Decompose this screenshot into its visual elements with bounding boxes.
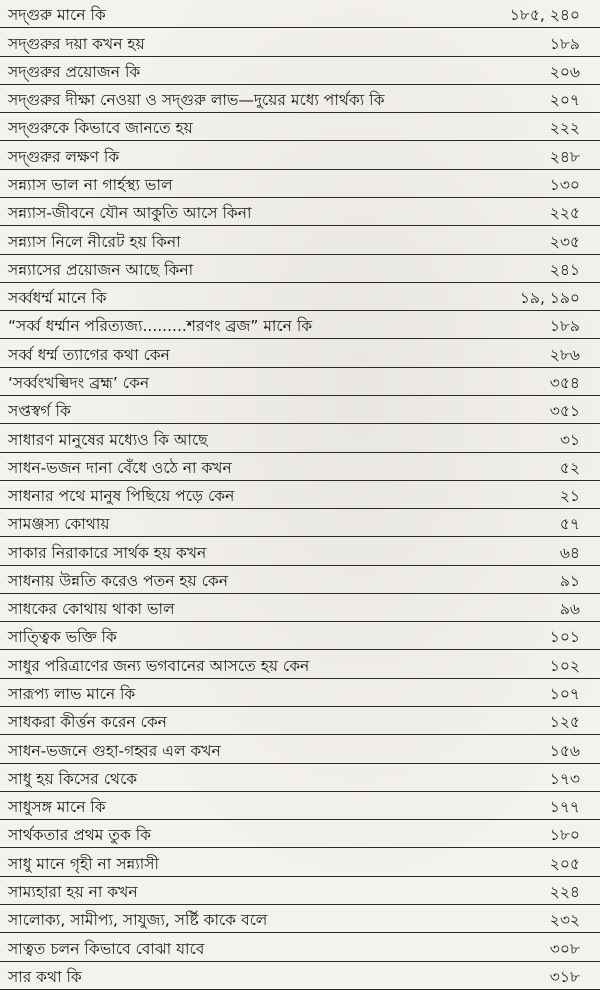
entry-page-numbers: ২৮৬ (549, 345, 580, 364)
index-entry (0, 622, 600, 650)
index-entry (0, 679, 600, 707)
entry-page-numbers: ৬৪ (559, 543, 580, 562)
entry-topic: সাধুসঙ্গ মানে কি (8, 798, 106, 817)
entry-page-numbers: ২৪৮ (549, 147, 580, 166)
entry-topic: সামঞ্জস্য কোথায় (8, 515, 110, 534)
entry-page-numbers: ৩৫১ (549, 402, 580, 421)
entry-topic: সাত্বত চলন কিভাবে বোঝা যাবে (8, 939, 205, 958)
entry-page-numbers: ১০৭ (549, 685, 580, 704)
entry-topic: সদ্‌গুরুর লক্ষণ কি (8, 147, 120, 166)
entry-page-numbers: ৫৭ (559, 515, 580, 534)
entry-page-numbers: ১৭৩ (549, 769, 580, 788)
index-entry (0, 396, 600, 424)
entry-page-numbers: ২০৫ (549, 854, 580, 873)
index-entry (0, 255, 600, 283)
entry-page-numbers: ১৮৯ (549, 317, 580, 336)
index-entry (0, 735, 600, 763)
entry-topic: সন্ন্যাস নিলে নীরেট হয় কিনা (8, 232, 181, 251)
index-entry (0, 481, 600, 509)
entry-page-numbers: ৩০৮ (549, 939, 580, 958)
entry-topic: সাধু হয় কিসের থেকে (8, 769, 138, 788)
entry-topic: সারূপ্য লাভ মানে কি (8, 685, 136, 704)
index-entry (0, 566, 600, 594)
entry-page-numbers: ৩৫৪ (549, 373, 580, 392)
index-entry (0, 198, 600, 226)
index-entry (0, 707, 600, 735)
index-entry (0, 650, 600, 678)
entry-topic: সাধুর পরিত্রাণের জন্য ভগবানের আসতে হয় কেন (8, 656, 310, 675)
index-entry (0, 905, 600, 933)
entry-page-numbers: ১৮৯ (549, 34, 580, 53)
index-entry (0, 57, 600, 85)
entry-page-numbers: ২৪১ (549, 260, 580, 279)
entry-topic: “সর্ব্ব ধর্ম্মান পরিত্যজ্য.........শরণং ব্রজ” মানে কি (8, 317, 313, 336)
entry-topic: সাকার নিরাকারে সার্থক হয় কখন (8, 543, 207, 562)
entry-page-numbers: ১৯, ১৯০ (519, 289, 580, 308)
entry-topic: সাধনার পথে মানুষ পিছিয়ে পড়ে কেন (8, 487, 235, 506)
entry-page-numbers: ৫২ (559, 458, 580, 477)
index-entry (0, 368, 600, 396)
entry-topic: সদ্‌গুরু মানে কি (8, 6, 106, 25)
entry-page-numbers: ১৩০ (549, 175, 580, 194)
index-entry (0, 170, 600, 198)
entry-page-numbers: ৩১ (559, 430, 580, 449)
entry-page-numbers: ২১ (559, 487, 580, 506)
index-entry (0, 820, 600, 848)
index-entry (0, 877, 600, 905)
index-entry (0, 848, 600, 876)
entry-topic: সপ্তস্বর্গ কি (8, 402, 71, 421)
entry-topic: সার কথা কি (8, 967, 82, 986)
entry-topic: সার্থকতার প্রথম তুক কি (8, 826, 152, 845)
index-entry (0, 453, 600, 481)
entry-page-numbers: ৩১৮ (549, 967, 580, 986)
entry-page-numbers: ২০৬ (549, 62, 580, 81)
index-entry (0, 792, 600, 820)
entry-topic: সাধনায় উন্নতি করেও পতন হয় কেন (8, 571, 228, 590)
entry-page-numbers: ১৮০ (549, 826, 580, 845)
index-entry (0, 28, 600, 56)
entry-page-numbers: ৯৬ (559, 600, 580, 619)
entry-topic: সদ্‌গুরুকে কিভাবে জানতে হয় (8, 119, 193, 138)
entry-topic: সাম্যহারা হয় না কখন (8, 883, 138, 901)
entry-page-numbers: ২৩২ (549, 911, 580, 930)
entry-page-numbers: ২২৫ (549, 204, 580, 223)
index-entry (0, 226, 600, 254)
index-entry (0, 283, 600, 311)
entry-page-numbers: ২০৭ (549, 91, 580, 110)
entry-page-numbers: ২৩৫ (549, 232, 580, 251)
entry-page-numbers: ১০২ (549, 656, 580, 675)
entry-topic: সদ্‌গুরুর দয়া কখন হয় (8, 34, 145, 53)
index-entry (0, 113, 600, 141)
entry-topic: সন্ন্যাস ভাল না গার্হস্থ্য ভাল (8, 175, 173, 194)
entry-topic: সাধকরা কীর্ত্তন করেন কেন (8, 713, 167, 732)
entry-topic: সর্ব্ব ধর্ম্ম ত্যাগের কথা কেন (8, 345, 170, 364)
entry-page-numbers: ১৮৫, ২৪০ (509, 6, 580, 25)
entry-topic: সাধকের কোথায় থাকা ভাল (8, 600, 175, 619)
entry-page-numbers: ৯১ (559, 571, 580, 590)
index-entry (0, 537, 600, 565)
entry-page-numbers: ১০১ (549, 628, 580, 647)
entry-topic: সর্ব্বধর্ম্ম মানে কি (8, 289, 107, 308)
entry-page-numbers: ১৭৭ (549, 798, 580, 817)
entry-topic: সদ্‌গুরুর দীক্ষা নেওয়া ও সদ্‌গুরু লাভ—দুয়ের মধ্যে পার্থক্য কি (8, 91, 385, 110)
index-entry (0, 141, 600, 169)
entry-topic: সাধন-ভজন দানা বেঁধে ওঠে না কখন (8, 458, 232, 477)
entry-topic: সাধারণ মানুষের মধ্যেও কি আছে (8, 430, 208, 449)
index-entry (0, 85, 600, 113)
index-entry (0, 339, 600, 367)
entry-topic: সাধু মানে গৃহী না সন্ন্যাসী (8, 854, 159, 873)
entry-topic: সাত্ত্বিক ভক্তি কি (8, 628, 117, 647)
index-entry (0, 424, 600, 452)
index-entry (0, 509, 600, 537)
index-entry (0, 764, 600, 792)
entry-page-numbers: ১৫৬ (549, 741, 580, 760)
entry-page-numbers: ২২২ (549, 119, 580, 138)
entry-topic: সন্ন্যাস-জীবনে যৌন আকুতি আসে কিনা (8, 204, 252, 223)
entry-topic: সাধন-ভজনে গুহা-গহ্বর এল কখন (8, 741, 221, 760)
index-entry (0, 311, 600, 339)
entry-page-numbers: ২২৪ (549, 883, 580, 901)
index-entry (0, 594, 600, 622)
index-entry (0, 933, 600, 961)
index-entry (0, 962, 600, 990)
entry-topic: সদ্‌গুরুর প্রয়োজন কি (8, 62, 141, 81)
index-entry (0, 0, 600, 28)
entry-topic: সালোক্য, সামীপ্য, সাযুজ্য, সর্ষ্টি কাকে বলে (8, 911, 268, 930)
entry-page-numbers: ১২৫ (549, 713, 580, 732)
entry-topic: সন্ন্যাসের প্রয়োজন আছে কিনা (8, 260, 194, 279)
entry-topic: ‘সর্ব্বংখল্বিদং ব্রহ্ম’ কেন (8, 373, 150, 392)
